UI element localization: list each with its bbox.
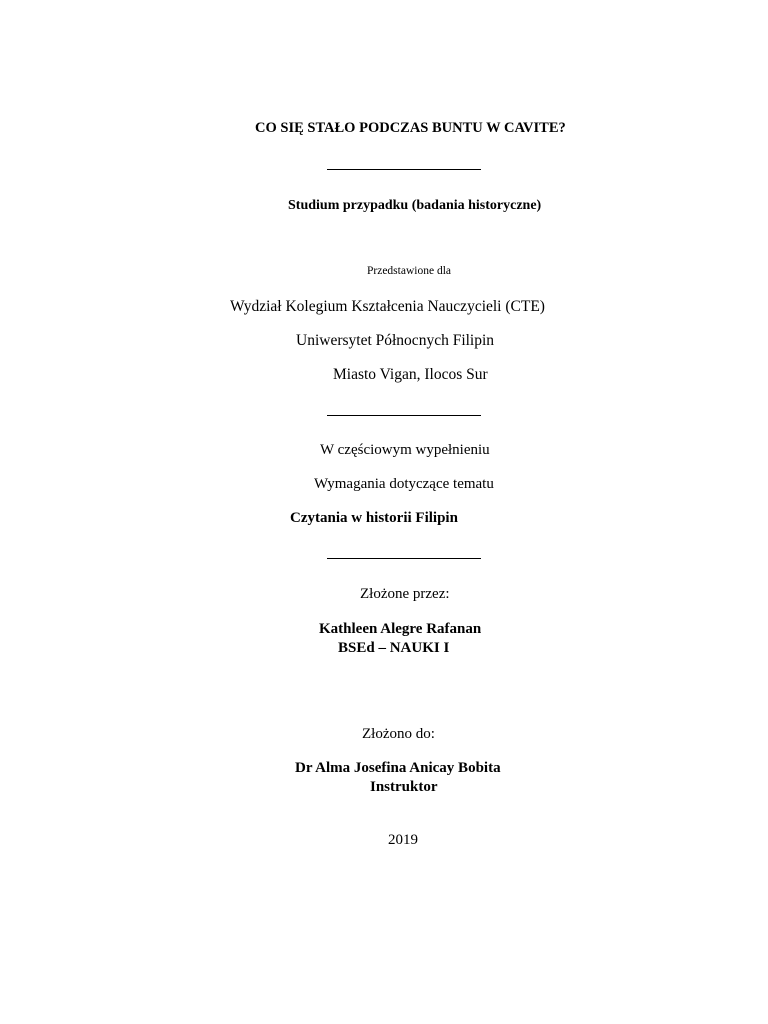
subject-name: Czytania w historii Filipin	[290, 510, 458, 526]
city-name: Miasto Vigan, Ilocos Sur	[333, 366, 488, 383]
submitted-by-label: Złożone przez:	[360, 586, 450, 602]
document-subtitle: Studium przypadku (badania historyczne)	[288, 198, 542, 213]
year: 2019	[388, 832, 418, 848]
divider-line	[327, 415, 481, 416]
divider-line	[327, 558, 481, 559]
presented-to-label: Przedstawione dla	[367, 265, 451, 277]
document-title: CO SIĘ STAŁO PODCZAS BUNTU W CAVITE?	[255, 120, 566, 136]
fulfillment-text: W częściowym wypełnieniu	[320, 442, 490, 458]
instructor-name: Dr Alma Josefina Anicay Bobita	[295, 760, 501, 776]
student-program: BSEd – NAUKI I	[338, 640, 450, 656]
university-name: Uniwersytet Północnych Filipin	[296, 332, 495, 349]
instructor-role: Instruktor	[370, 779, 438, 795]
submitted-to-label: Złożono do:	[362, 726, 435, 742]
department-name: Wydział Kolegium Kształcenia Nauczycieli (CTE)	[230, 298, 545, 315]
divider-line	[327, 169, 481, 170]
student-name: Kathleen Alegre Rafanan	[319, 621, 482, 637]
requirements-text: Wymagania dotyczące tematu	[314, 476, 494, 492]
